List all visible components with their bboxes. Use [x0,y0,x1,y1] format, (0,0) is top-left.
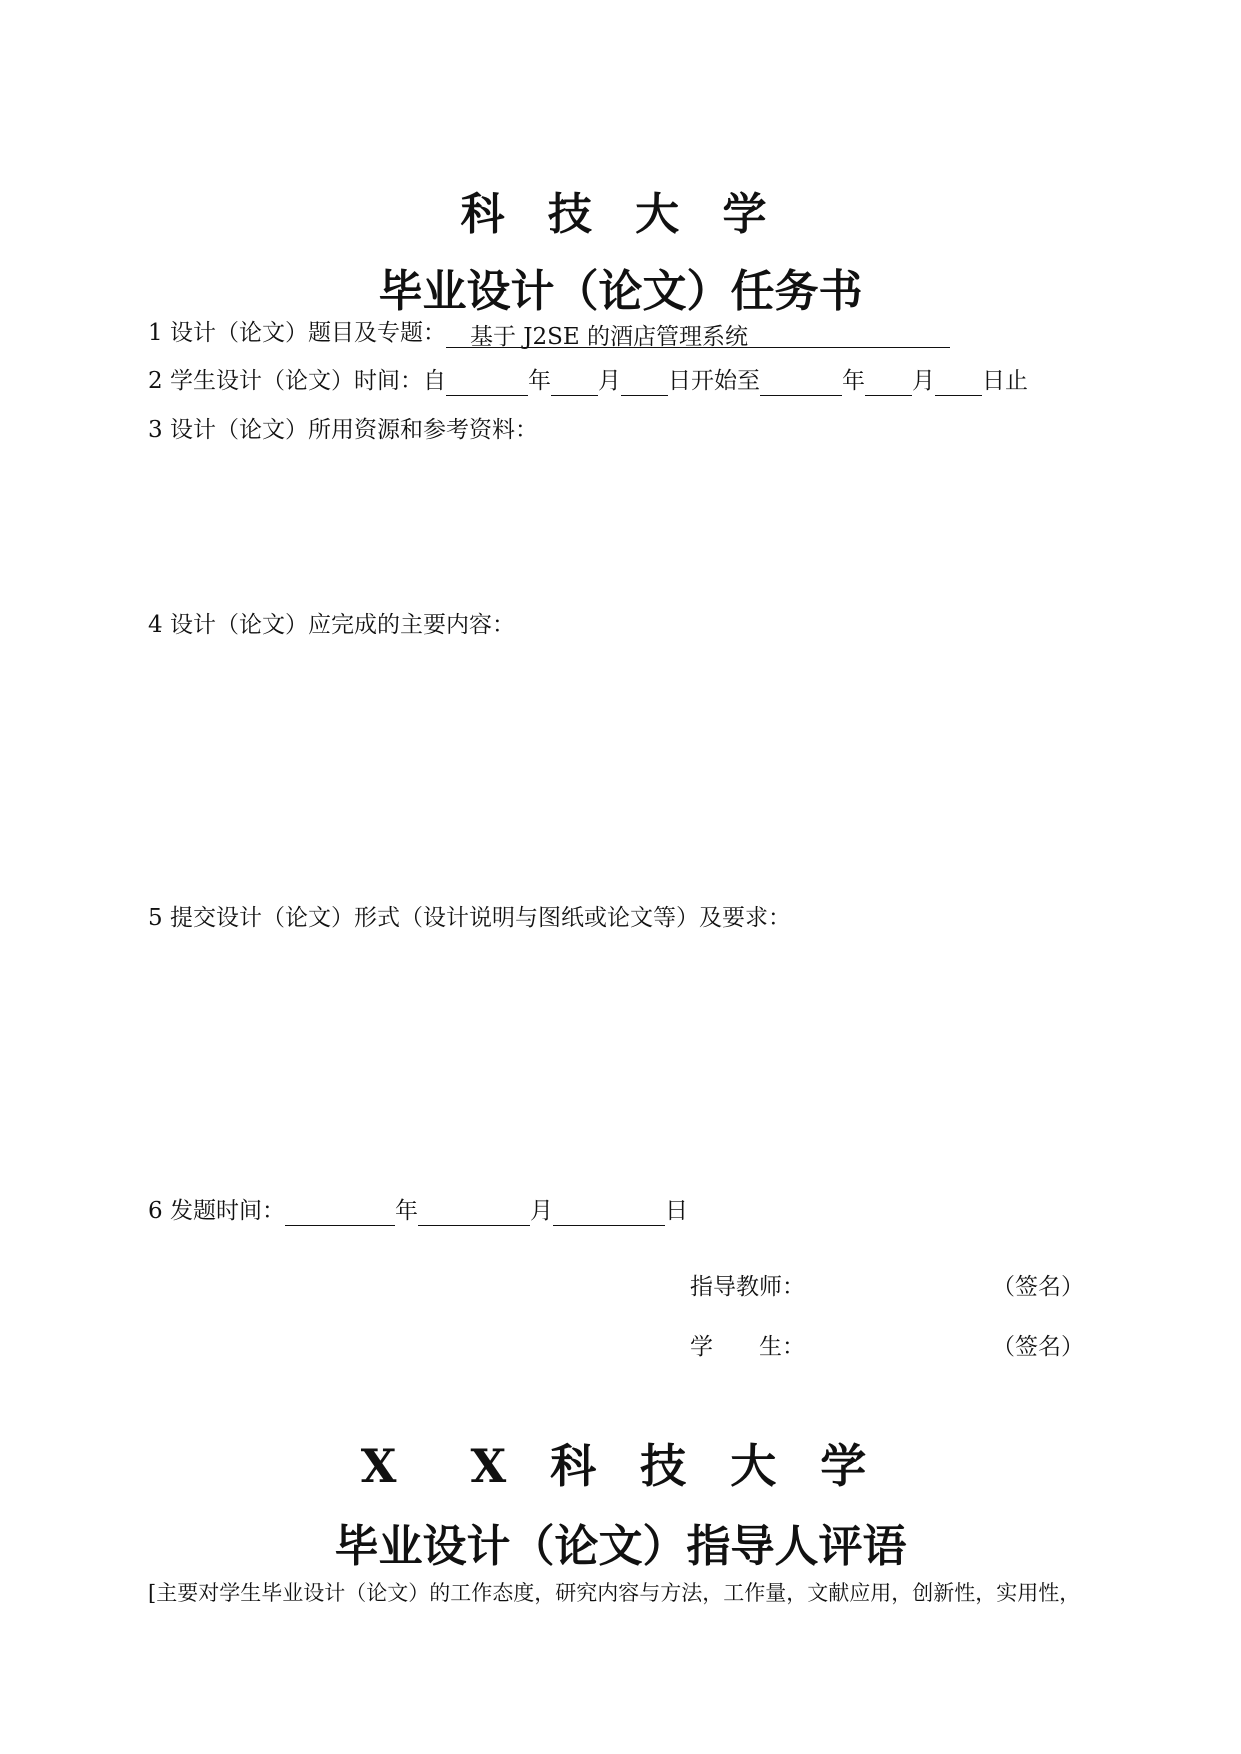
issue-day-blank [553,1200,665,1226]
issue-month-label: 月 [529,1198,553,1224]
advisor-label: 指导教师： [690,1274,805,1300]
start-month-label: 月 [597,368,621,394]
advisor-comment-title: 毕业设计（论文）指导人评语 [334,1521,907,1572]
end-month-blank [865,370,912,396]
item-2-label: 2 学生设计（论文）时间：自 [148,368,446,394]
end-year-label: 年 [841,368,865,394]
university-title: 科 技 大 学 [460,189,781,240]
end-day-label: 日止 [981,368,1028,394]
start-day-label: 日开始至 [667,368,760,394]
topic-field [446,322,950,348]
start-month-blank [551,370,598,396]
issue-month-blank [418,1200,530,1226]
student-sign-note: （签名） [992,1334,1084,1360]
item-2-time [148,366,1028,396]
item-1-label: 1 设计（论文）题目及专题： [148,320,446,346]
item-6-label: 6 发题时间： [148,1198,285,1224]
student-label: 学 生： [690,1334,805,1360]
start-year-label: 年 [527,368,551,394]
end-year-blank [760,370,842,396]
issue-year-label: 年 [394,1198,418,1224]
university-title-2: X X 科 技 大 学 [360,1439,881,1493]
advisor-sign-note: （签名） [992,1274,1084,1300]
item-3-resources: 3 设计（论文）所用资源和参考资料： [148,417,538,443]
topic-value: 基于 J2SE 的酒店管理系统 [469,324,748,350]
item-4-content: 4 设计（论文）应完成的主要内容： [148,612,515,638]
item-1-topic [148,318,950,348]
task-book-title: 毕业设计（论文）任务书 [378,266,863,317]
item-5-submission: 5 提交设计（论文）形式（设计说明与图纸或论文等）及要求： [148,905,791,931]
issue-year-blank [285,1200,395,1226]
issue-day-label: 日 [664,1198,688,1224]
end-month-label: 月 [911,368,935,394]
comment-instructions: [主要对学生毕业设计（论文）的工作态度，研究内容与方法，工作量，文献应用，创新性，实用性， [148,1581,1081,1605]
start-year-blank [446,370,528,396]
item-6-issue-date [148,1196,688,1226]
end-day-blank [935,370,982,396]
start-day-blank [621,370,668,396]
